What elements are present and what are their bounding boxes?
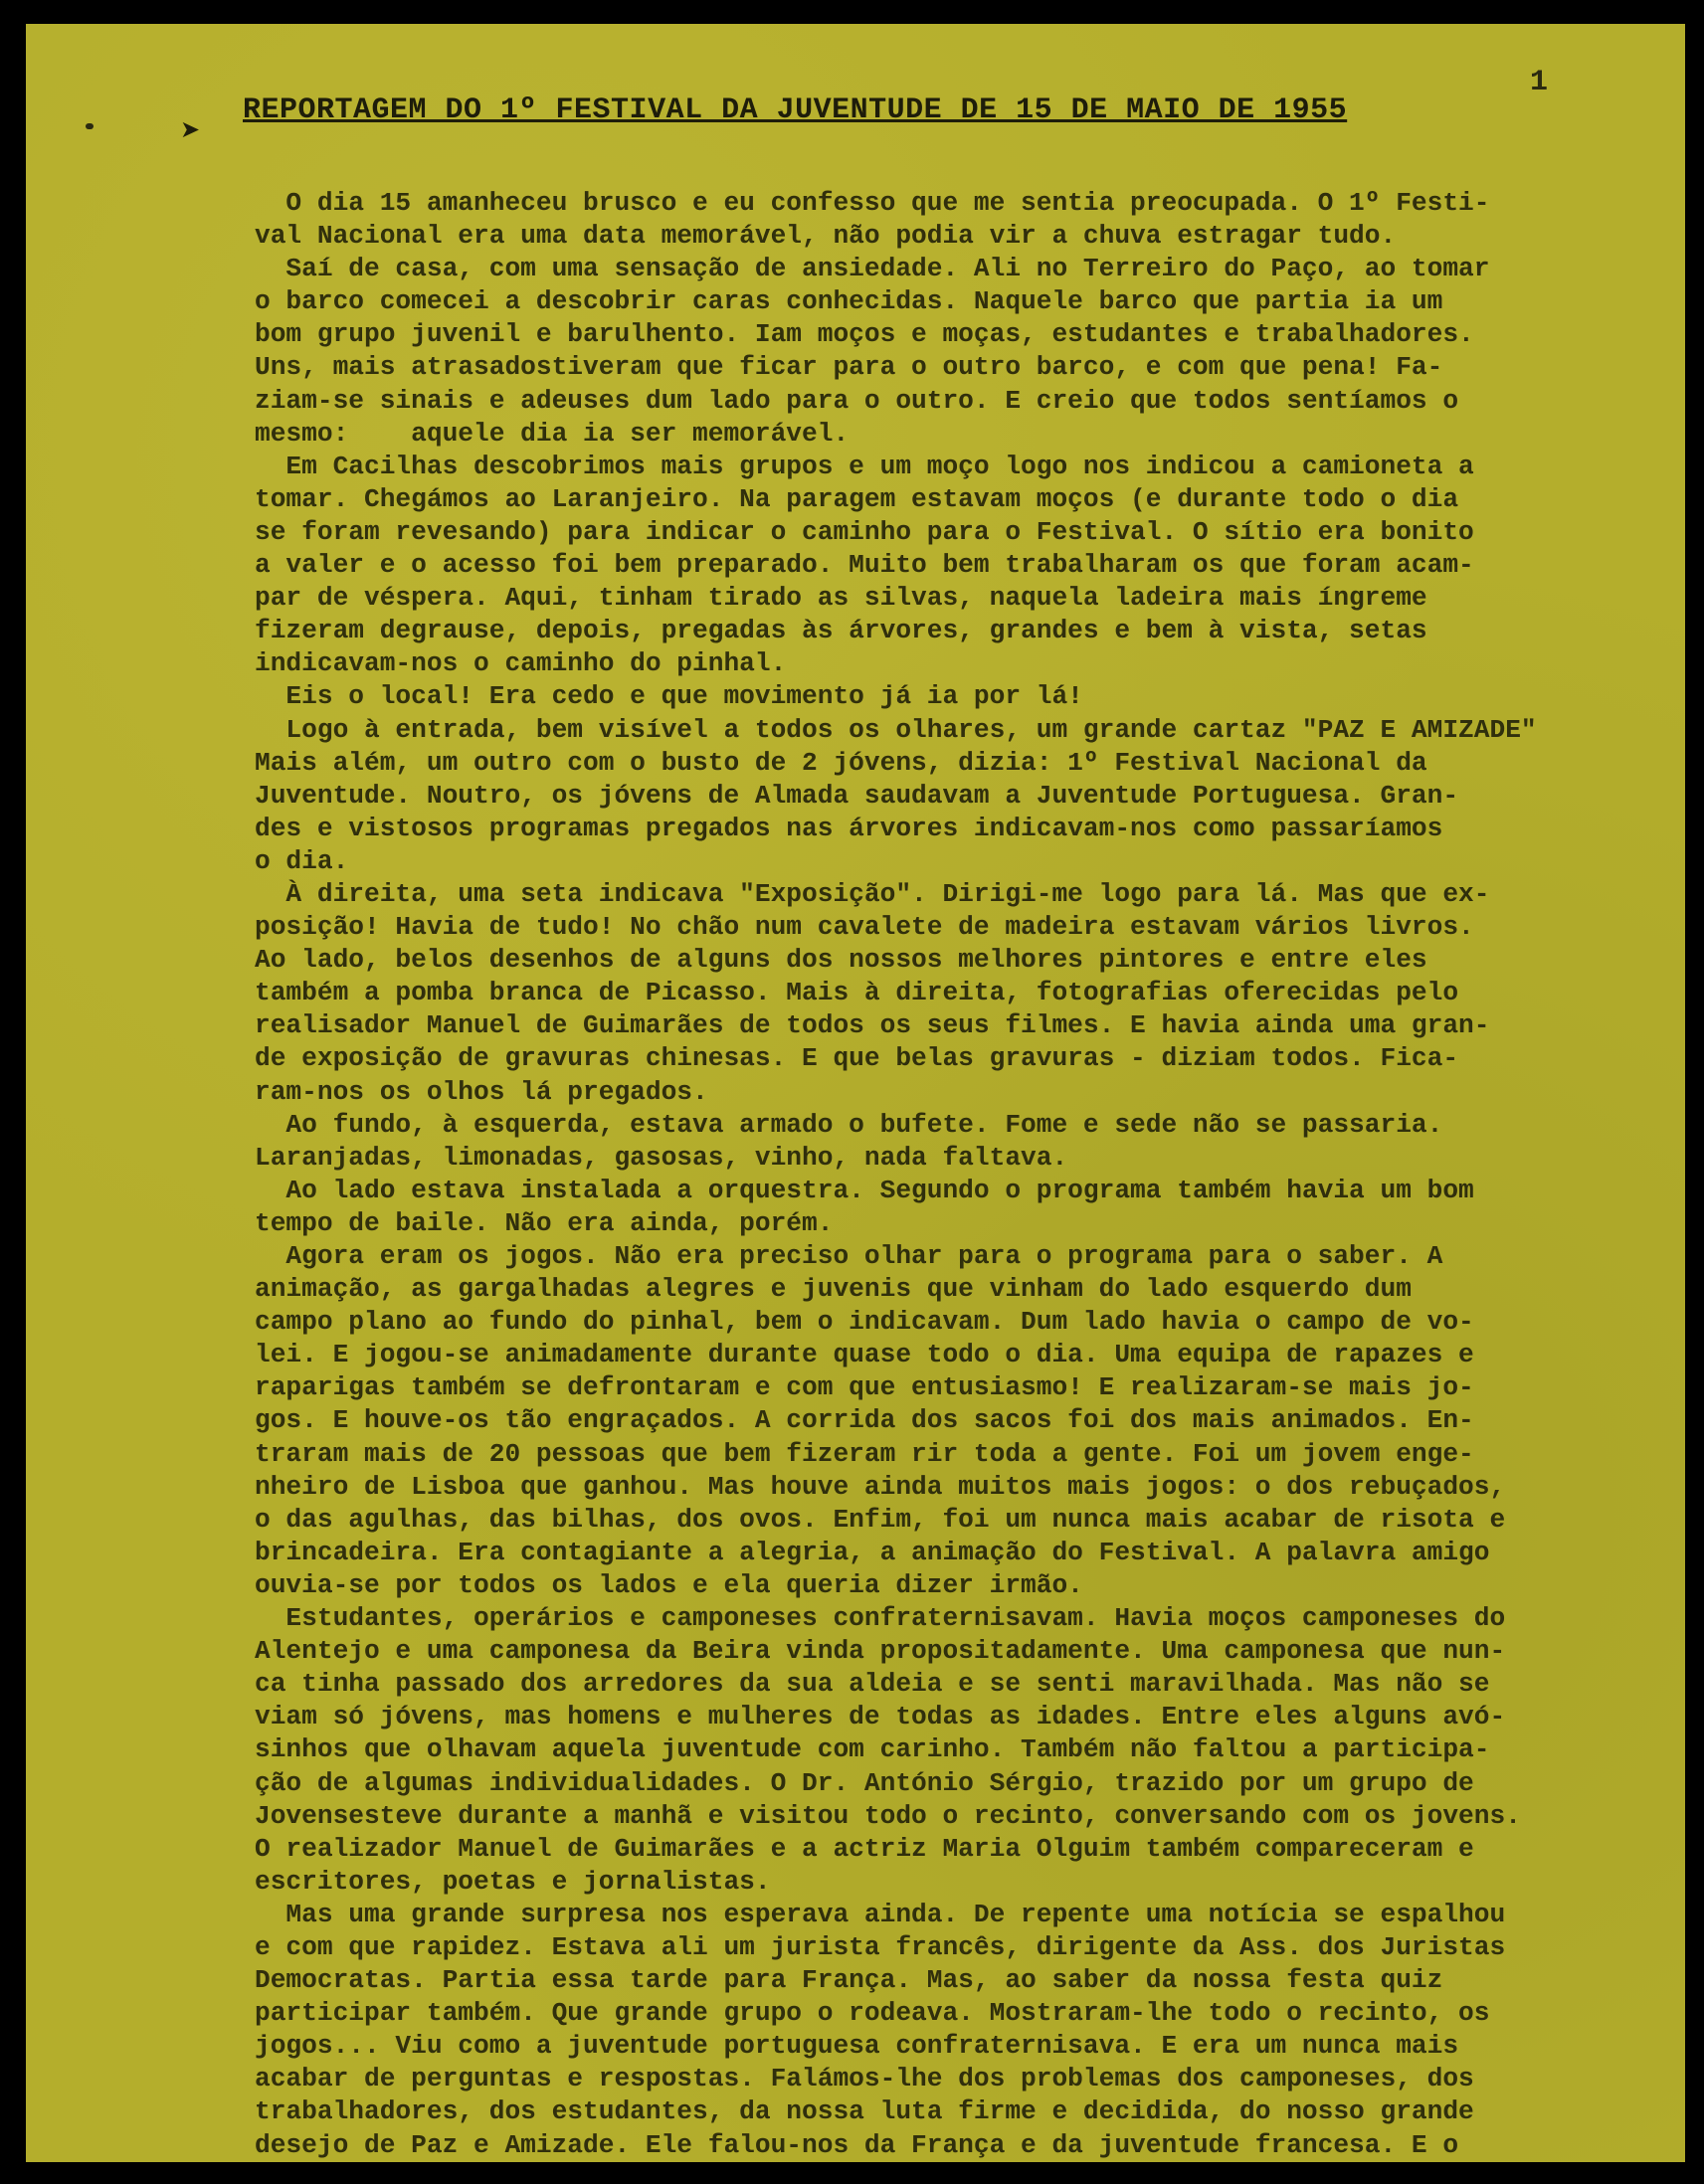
text-line: realisador Manuel de Guimarães de todos os seus filmes. E havia ainda uma gran-	[255, 1010, 1490, 1041]
text-line: gos. E houve-os tão engraçados. A corrida dos sacos foi dos mais animados. En-	[255, 1405, 1474, 1436]
text-line: Em Cacilhas descobrimos mais grupos e um moço logo nos indicou a camioneta a	[255, 451, 1474, 481]
text-line: À direita, uma seta indicava "Exposição". Dirigi-me logo para lá. Mas que ex-	[255, 878, 1490, 909]
text-line: tomar. Chegámos ao Laranjeiro. Na paragem estavam moços (e durante todo o dia	[255, 483, 1459, 514]
text-line: lei. E jogou-se animadamente durante quase todo o dia. Uma equipa de rapazes e	[255, 1340, 1474, 1370]
text-line: a valer e o acesso foi bem preparado. Muito bem trabalharam os que foram acam-	[255, 550, 1474, 581]
text-line: Ao lado, belos desenhos de alguns dos nossos melhores pintores e entre eles	[255, 945, 1427, 976]
text-line: Estudantes, operários e camponeses confraternisavam. Havia moços camponeses do	[255, 1603, 1506, 1634]
text-line: o barco comecei a descobrir caras conhecidas. Naquele barco que partia ia um	[255, 286, 1443, 317]
text-line: Agora eram os jogos. Não era preciso olhar para o programa para o saber. A	[255, 1241, 1443, 1271]
text-line: acabar de perguntas e respostas. Falámos-lhe dos problemas dos camponeses, dos	[255, 2064, 1474, 2094]
text-line: jogos... Viu como a juventude portuguesa confraternisava. E era um nunca mais	[255, 2031, 1459, 2062]
text-line: tempo de baile. Não era ainda, porém.	[255, 1207, 834, 1238]
text-line: Saí de casa, com uma sensação de ansiedade. Ali no Terreiro do Paço, ao tomar	[255, 254, 1490, 284]
text-line: indicavam-nos o caminho do pinhal.	[255, 648, 787, 679]
text-line: par de véspera. Aqui, tinham tirado as silvas, naquela ladeira mais íngreme	[255, 583, 1427, 614]
arrow-mark-icon: ➤	[180, 115, 201, 143]
text-line: traram mais de 20 pessoas que bem fizeram rir toda a gente. Foi um jovem enge-	[255, 1438, 1474, 1469]
text-line: Laranjadas, limonadas, gasosas, vinho, nada faltava.	[255, 1142, 1068, 1173]
text-line: escritores, poetas e jornalistas.	[255, 1866, 771, 1897]
text-line: fizeram degrause, depois, pregadas às árvores, grandes e bem à vista, setas	[255, 616, 1427, 646]
text-line: Juventude. Noutro, os jóvens de Almada saudavam a Juventude Portuguesa. Gran-	[255, 780, 1459, 811]
text-line: campo plano ao fundo do pinhal, bem o indicavam. Dum lado havia o campo de vo-	[255, 1307, 1474, 1338]
text-line: Jovensesteve durante a manhã e visitou todo o recinto, conversando com os jovens.	[255, 1800, 1521, 1831]
text-line: ram-nos os olhos lá pregados.	[255, 1076, 708, 1107]
page-number: 1	[1530, 66, 1549, 99]
text-line: Mas uma grande surpresa nos esperava ainda. De repente uma notícia se espalhou	[255, 1899, 1506, 1929]
text-line: Mais além, um outro com o busto de 2 jóvens, dizia: 1º Festival Nacional da	[255, 747, 1427, 778]
text-line: Eis o local! Era cedo e que movimento já ia por lá!	[255, 681, 1083, 712]
text-line: ouvia-se por todos os lados e ela queria dizer irmão.	[255, 1569, 1083, 1600]
text-line: ca tinha passado dos arredores da sua aldeia e se senti maravilhada. Mas não se	[255, 1669, 1490, 1700]
report-body	[255, 187, 1687, 2162]
page-title: REPORTAGEM DO 1º FESTIVAL DA JUVENTUDE DE 15 DE MAIO DE 1955	[243, 93, 1348, 127]
text-line: Democratas. Partia essa tarde para França. Mas, ao saber da nossa festa quiz	[255, 1965, 1443, 1996]
text-line: raparigas também se defrontaram e com que entusiasmo! E realizaram-se mais jo-	[255, 1372, 1474, 1403]
text-line: e com que rapidez. Estava ali um jurista francês, dirigente da Ass. dos Juristas	[255, 1931, 1506, 1962]
text-line: brincadeira. Era contagiante a alegria, a animação do Festival. A palavra amigo	[255, 1537, 1490, 1567]
text-line: Logo à entrada, bem visível a todos os olhares, um grande cartaz "PAZ E AMIZADE"	[255, 714, 1537, 745]
text-line: posição! Havia de tudo! No chão num cavalete de madeira estavam vários livros.	[255, 912, 1474, 943]
text-line: sinhos que olhavam aquela juventude com carinho. Também não faltou a participa-	[255, 1734, 1490, 1765]
text-line: nheiro de Lisboa que ganhou. Mas houve ainda muitos mais jogos: o dos rebuçados,	[255, 1471, 1506, 1502]
text-line: o das agulhas, das bilhas, dos ovos. Enfim, foi um nunca mais acabar de risota e	[255, 1504, 1506, 1535]
text-line: ziam-se sinais e adeuses dum lado para o outro. E creio que todos sentíamos o	[255, 385, 1459, 416]
ink-dot	[86, 123, 94, 129]
text-line: Alentejo e uma camponesa da Beira vinda propositadamente. Uma camponesa que nun-	[255, 1636, 1506, 1667]
text-line: Ao lado estava instalada a orquestra. Segundo o programa também havia um bom	[255, 1175, 1474, 1205]
text-line: Uns, mais atrasadostiveram que ficar para o outro barco, e com que pena! Fa-	[255, 352, 1443, 383]
text-line: mesmo: aquele dia ia ser memorável.	[255, 418, 850, 449]
text-line: val Nacional era uma data memorável, não podia vir a chuva estragar tudo.	[255, 221, 1397, 252]
text-line: bom grupo juvenil e barulhento. Iam moços e moças, estudantes e trabalhadores.	[255, 319, 1474, 350]
text-line: viam só jóvens, mas homens e mulheres de todas as idades. Entre eles alguns avó-	[255, 1702, 1506, 1732]
text-line: desejo de Paz e Amizade. Ele falou-nos da França e da juventude francesa. E o	[255, 2129, 1459, 2160]
text-line: ção de algumas individualidades. O Dr. António Sérgio, trazido por um grupo de	[255, 1767, 1474, 1798]
text-line: des e vistosos programas pregados nas árvores indicavam-nos como passaríamos	[255, 813, 1443, 843]
text-line: O dia 15 amanheceu brusco e eu confesso que me sentia preocupada. O 1º Festi-	[255, 188, 1490, 218]
text-line: de exposição de gravuras chinesas. E que belas gravuras - diziam todos. Fica-	[255, 1043, 1459, 1074]
document-page	[26, 24, 1685, 2162]
text-line: se foram revesando) para indicar o caminho para o Festival. O sítio era bonito	[255, 516, 1474, 547]
text-line: Ao fundo, à esquerda, estava armado o bufete. Fome e sede não se passaria.	[255, 1109, 1443, 1140]
text-line: O realizador Manuel de Guimarães e a actriz Maria Olguim também compareceram e	[255, 1833, 1474, 1864]
text-line: o dia.	[255, 845, 349, 876]
text-line: também a pomba branca de Picasso. Mais à direita, fotografias oferecidas pelo	[255, 978, 1459, 1008]
text-line: trabalhadores, dos estudantes, da nossa luta firme e decidida, do nosso grande	[255, 2096, 1474, 2127]
text-line: animação, as gargalhadas alegres e juvenis que vinham do lado esquerdo dum	[255, 1274, 1412, 1305]
text-line: participar também. Que grande grupo o rodeava. Mostraram-lhe todo o recinto, os	[255, 1998, 1490, 2029]
